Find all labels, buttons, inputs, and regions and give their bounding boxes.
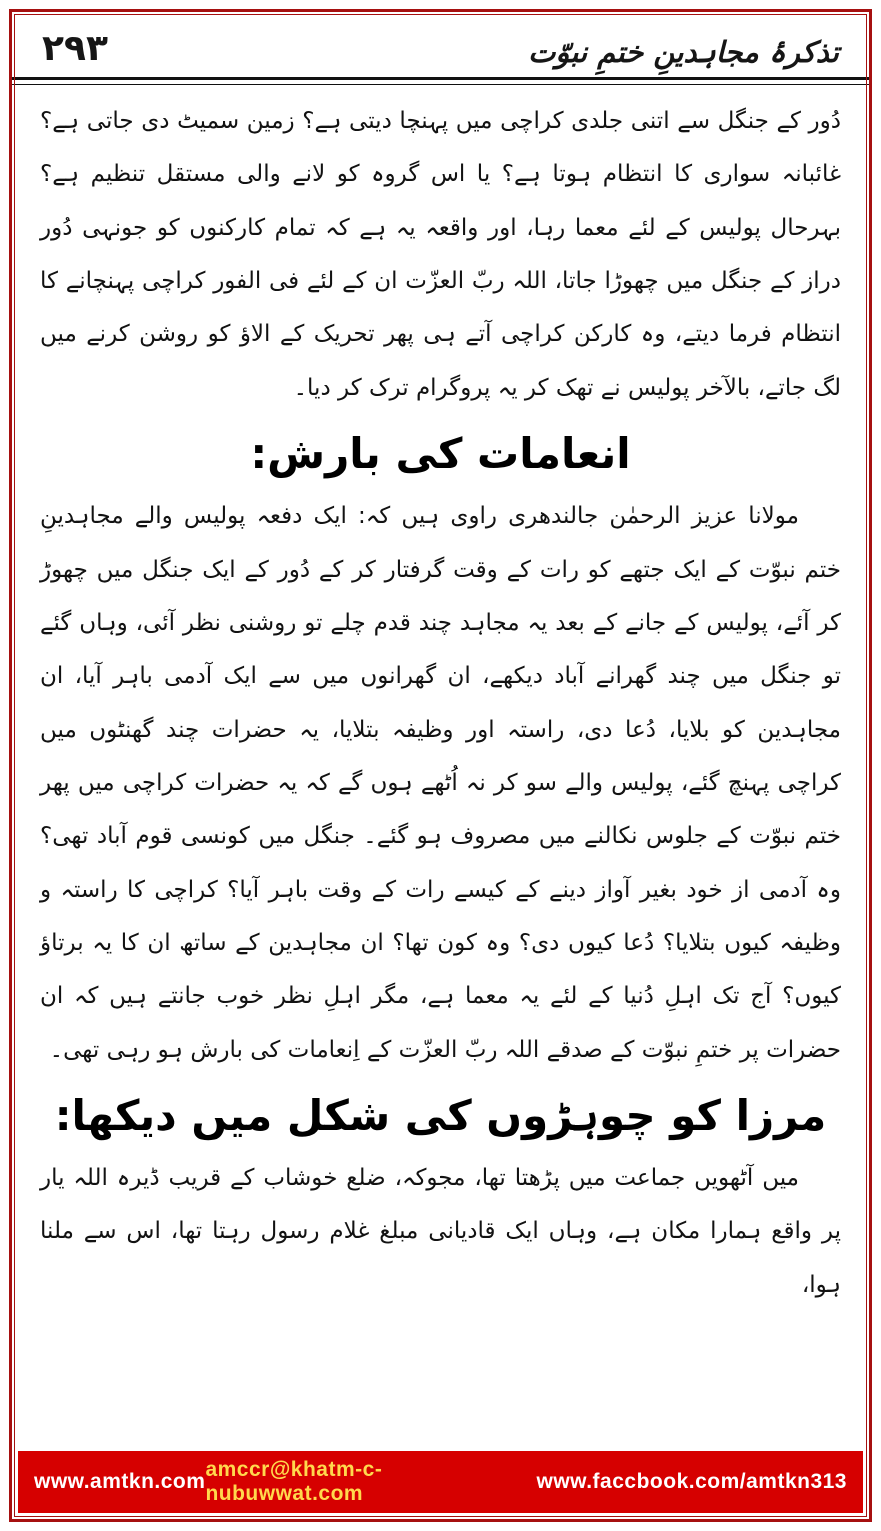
section-heading-2: مرزا کو چوہڑوں کی شکل میں دیکھا: xyxy=(54,1091,827,1141)
footer-bar xyxy=(18,1451,863,1513)
book-title: تذکرۂ مجاہدینِ ختمِ نبوّت xyxy=(528,35,839,69)
page-header xyxy=(12,12,869,77)
header-divider xyxy=(12,77,869,85)
page-border xyxy=(9,9,872,1522)
page-content xyxy=(12,85,869,1312)
body-paragraph-3: میں آٹھویں جماعت میں پڑھتا تھا، مجوکہ، ضلع خوشاب کے قریب ڈیرہ اللہ یار پر واقع ہمارا مکان ہے، وہاں ایک قادیانی مبلغ غلام رسول رہتا تھا، اس سے ملنا ہوا، xyxy=(40,1165,841,1298)
footer-email: amccr@khatm-c-nubuwwat.com xyxy=(205,1458,383,1505)
body-paragraph-2: مولانا عزیز الرحمٰن جالندھری راوی ہیں کہ: ایک دفعہ پولیس والے مجاہدینِ ختم نبوّت کے ایک جتھے کو رات کے وقت گرفتار کر کے دُور کے ایک جنگل میں چھوڑ کر آئے، پولیس کے جانے کے بعد یہ مجاہد چند قدم چلے تو روشنی نظر آئی، وہاں گئے تو جنگل میں چند گھرانے آباد دیکھے، ان گھرانوں میں سے ایک آدمی باہر آیا، ان مجاہدین کو بلایا، دُعا دی، راستہ اور وظیفہ بتلایا، یہ حضرات چند گھنٹوں میں کراچی پہنچ گئے، پولیس والے سو کر نہ اُٹھے ہوں گے کہ یہ حضرات کراچی میں پھر ختم نبوّت کے جلوس نکالنے میں مصروف ہو گئے۔ جنگل میں کونسی قوم آباد تھی؟ وہ آدمی از خود بغیر آواز دینے کے کیسے رات کے وقت باہر آیا؟ کراچی کا راستہ و وظیفہ کیوں بتلایا؟ دُعا کیوں دی؟ وہ کون تھا؟ ان مجاہدین کے ساتھ ان کا یہ برتاؤ کیوں؟ آج تک اہلِ دُنیا کے لئے یہ معما ہے، مگر اہلِ نظر خوب جانتے ہیں کہ ان حضرات پر ختمِ نبوّت کے صدقے اللہ ربّ العزّت کے اِنعامات کی بارش ہو رہی تھی۔ xyxy=(40,503,841,1063)
footer-facebook: www.faccbook.com/amtkn313 xyxy=(536,1470,847,1493)
footer-website: www.amtkn.com xyxy=(34,1470,206,1493)
body-paragraph-1: دُور کے جنگل سے اتنی جلدی کراچی میں پہنچا دیتی ہے؟ زمین سمیٹ دی جاتی ہے؟ غائبانہ سواری کا انتظام ہوتا ہے؟ یا اس گروہ کو لانے والی مستقل تنظیم ہے؟ بہرحال پولیس کے لئے معما رہا، اور واقعہ یہ ہے کہ تمام کارکنوں کو جونہی دُور دراز کے جنگل میں چھوڑا جاتا، اللہ ربّ العزّت ان کے لئے فی الفور کراچی پہنچانے کا انتظام فرما دیتے، وہ کارکن کراچی آتے ہی پھر تحریک کے الاؤ کو روشن کرنے میں لگ جاتے، بالآخر پولیس نے تھک کر یہ پروگرام ترک کر دیا۔ xyxy=(40,108,841,401)
section-heading-1: انعامات کی بارش: xyxy=(250,429,631,479)
page-number: ۲۹۳ xyxy=(42,28,108,69)
